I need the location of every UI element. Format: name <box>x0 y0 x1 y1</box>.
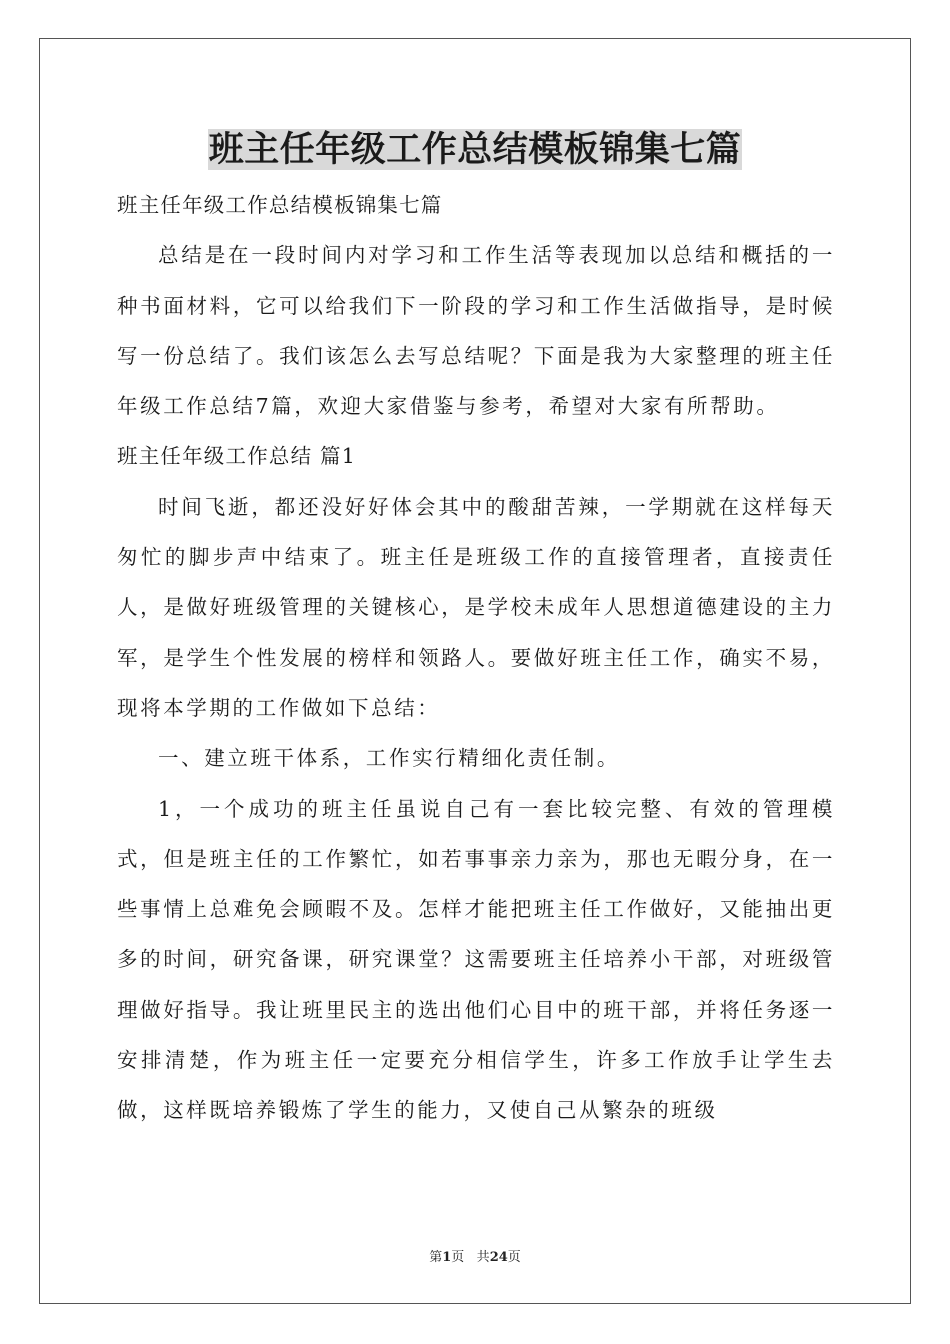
document-body <box>117 180 835 1136</box>
page-footer <box>0 1250 950 1266</box>
section-heading: 班主任年级工作总结 篇1 <box>117 444 356 469</box>
footer-total-pages: 24 <box>489 1250 508 1265</box>
footer-total-suffix: 页 <box>507 1250 521 1265</box>
footer-prefix: 第 <box>429 1250 443 1265</box>
body-paragraph: 时间飞逝，都还没好好体会其中的酸甜苦辣，一学期就在这样每天匆忙的脚步声中结束了。班主任是班级工作的直接管理者，直接责任人，是做好班级管理的关键核心，是学校未成年人思想道德建设的主力军，是学生个性发展的榜样和领路人。要做好班主任工作，确实不易，现将本学期的工作做如下总结： <box>117 494 835 720</box>
subtitle-paragraph: 班主任年级工作总结模板锦集七篇 <box>117 193 443 217</box>
intro-paragraph: 总结是在一段时间内对学习和工作生活等表现加以总结和概括的一种书面材料，它可以给我们下一阶段的学习和工作生活做指导，是时候写一份总结了。我们该怎么去写总结呢？下面是我为大家整理的班主任年级工作总结7篇，欢迎大家借鉴与参考，希望对大家有所帮助。 <box>117 243 835 419</box>
footer-page-word: 页 <box>451 1250 465 1265</box>
list-heading: 一、建立班干体系，工作实行精细化责任制。 <box>158 746 620 771</box>
body-paragraph: 1，一个成功的班主任虽说自己有一套比较完整、有效的管理模式，但是班主任的工作繁忙，如若事事亲力亲为，那也无暇分身，在一些事情上总难免会顾暇不及。怎样才能把班主任工作做好，又能抽出更多的时间，研究备课，研究课堂？这需要班主任培养小干部，对班级管理做好指导。我让班里民主的选出他们心目中的班干部，并将任务逐一安排清楚，作为班主任一定要充分相信学生，许多工作放手让学生去做，这样既培养锻炼了学生的能力，又使自己从繁杂的班级 <box>117 796 835 1123</box>
footer-total-prefix: 共 <box>476 1250 490 1265</box>
document-title <box>0 123 950 177</box>
footer-current-page: 1 <box>442 1250 452 1265</box>
document-title-text: 班主任年级工作总结模板锦集七篇 <box>208 129 742 170</box>
